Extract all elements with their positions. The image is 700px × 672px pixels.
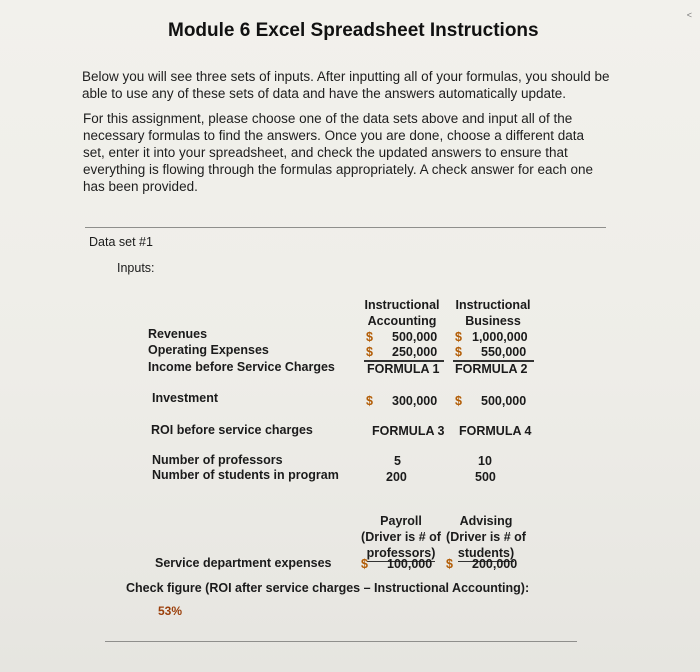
professors-col2-value: 10: [478, 454, 492, 468]
col1-header: Instructional Accounting: [364, 298, 440, 328]
investment-col1-currency: $: [366, 394, 373, 408]
opex-col1-currency: $: [366, 345, 373, 359]
opex-col1-value: 250,000: [392, 345, 438, 359]
opex-col2-value: 550,000: [481, 345, 527, 359]
corner-mark: <: [686, 10, 692, 20]
operating-expenses-label: Operating Expenses: [148, 343, 269, 357]
roi-col2-formula: FORMULA 4: [459, 424, 532, 438]
students-col2-value: 500: [475, 470, 496, 484]
investment-col2-currency: $: [455, 394, 462, 408]
intro-paragraph: Below you will see three sets of inputs. After inputting all of your formulas, you should be able to use any of these sets of data and have the answers automatically update.: [82, 69, 610, 101]
check-figure-value: 53%: [158, 604, 183, 618]
payroll-currency: $: [361, 557, 368, 571]
inputs-label: Inputs:: [117, 261, 155, 275]
divider-bottom: [105, 641, 577, 642]
payroll-header: Payroll (Driver is # of professors): [361, 514, 441, 560]
professors-col1-value: 5: [394, 454, 401, 468]
col2-header: Instructional Business: [455, 298, 531, 328]
students-label: Number of students in program: [152, 468, 339, 482]
roi-col1-formula: FORMULA 3: [372, 424, 445, 438]
service-expenses-label: Service department expenses: [155, 556, 332, 570]
revenues-col2-currency: $: [455, 330, 462, 344]
revenues-label: Revenues: [148, 327, 208, 341]
advising-currency: $: [446, 557, 453, 571]
investment-col2-value: 500,000: [481, 394, 527, 408]
investment-label: Investment: [152, 391, 218, 405]
check-figure-label: Check figure (ROI after service charges – Instructional Accounting):: [126, 581, 530, 595]
advising-value: 200,000: [472, 557, 518, 571]
divider-top: [85, 227, 606, 228]
income-col2-formula: FORMULA 2: [455, 362, 528, 376]
advising-header: Advising (Driver is # of students): [446, 514, 526, 560]
income-col1-formula: FORMULA 1: [367, 362, 440, 376]
investment-col1-value: 300,000: [392, 394, 438, 408]
instructions-paragraph: For this assignment, please choose one of the data sets above and input all of the necessary formulas to find the answers. Once you are done, choose a different data set, enter it into your spreadsheet, and check the updated answers to ensure that everything is flowing through the formulas appropriately. A check answer for each one has been provided.: [83, 111, 594, 194]
revenues-col1-currency: $: [366, 330, 373, 344]
income-label: Income before Service Charges: [148, 360, 335, 374]
dataset-label: Data set #1: [89, 235, 153, 249]
students-col1-value: 200: [386, 470, 407, 484]
roi-label: ROI before service charges: [151, 423, 313, 437]
opex-col2-currency: $: [455, 345, 462, 359]
professors-label: Number of professors: [152, 453, 283, 467]
payroll-value: 100,000: [387, 557, 433, 571]
revenues-col2-value: 1,000,000: [472, 330, 528, 344]
revenues-col1-value: 500,000: [392, 330, 438, 344]
page-title: Module 6 Excel Spreadsheet Instructions: [168, 20, 539, 41]
